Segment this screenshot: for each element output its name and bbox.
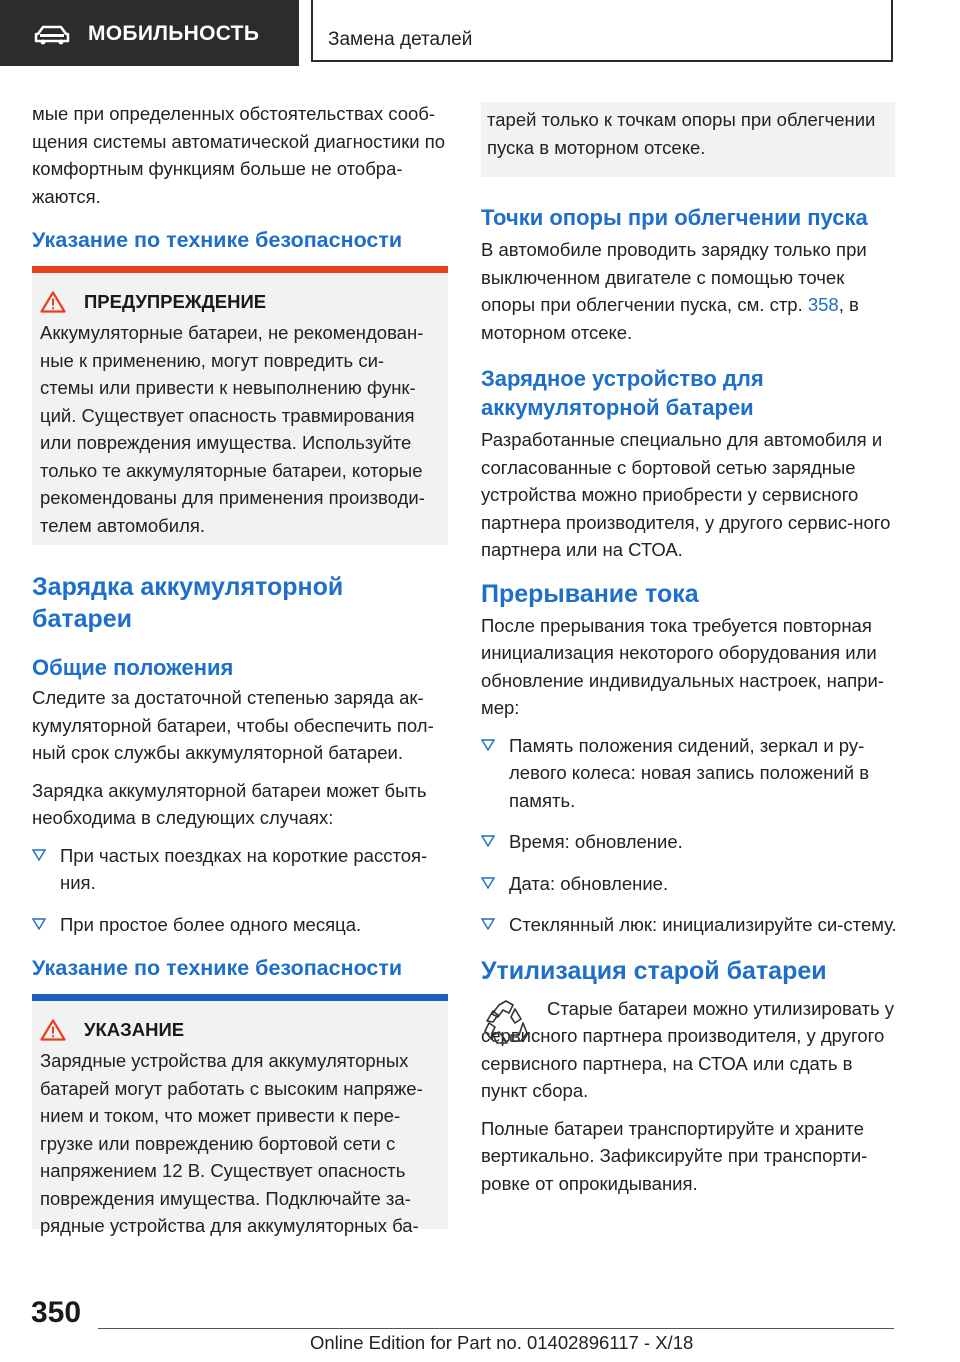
chapter-title: Замена деталей [328,29,473,50]
list-item: Время: обновление. [481,828,897,856]
right-column [481,102,897,1207]
section-title: МОБИЛЬНОСТЬ [88,22,260,45]
left-column [32,98,448,1236]
notice-box [32,1001,448,1236]
recycle-icon [481,999,531,1047]
general-heading: Общие положения [32,655,234,680]
list-item: При частых поездках на короткие расстоя-ния. [32,842,448,897]
footer-divider [98,1328,894,1329]
warning-title: ПРЕДУПРЕЖДЕНИЕ [84,291,267,312]
car-icon [34,25,70,45]
general-paragraph-2: Зарядка аккумуляторной батареи может быть необходима в следующих случаях: [32,779,427,828]
notice-bar [32,994,448,1001]
chapter-header [311,0,893,62]
jump-start-paragraph: В автомобиле проводить зарядку только при выключенном двигателе с помощью точек опоры при облегчении пуска, см. стр. 358, в моторном отсеке. [481,239,867,343]
bullet-triangle-icon [481,918,495,930]
general-paragraph-1: Следите за достаточной степенью заряда ак-кумуляторной батареи, чтобы обеспечить пол-ный срок службы аккумуляторной батареи. [32,687,434,763]
bullet-triangle-icon [32,849,46,861]
bullet-triangle-icon [481,739,495,751]
disposal-paragraph-1: Старые батареи можно утилизировать у сервисного партнера производителя, у другого сервисного партнера, на СТОА или сдать в пункт сбора. [481,997,894,1101]
warning-triangle-icon [40,291,66,313]
safety-heading-1: Указание по технике безопасности [32,228,403,252]
bullet-triangle-icon [481,835,495,847]
bullet-triangle-icon [481,877,495,889]
notice-continuation-box [481,102,895,177]
page-reference-link[interactable]: 358 [807,294,839,315]
intro-paragraph: мые при определенных обстоятельствах сооб-щения системы автоматической диагностики по комфортным функциям больше не отобра-жаются. [32,103,446,207]
edition-text: Online Edition for Part no. 01402896117 - X/18 [310,1332,694,1353]
charger-paragraph: Разработанные специально для автомобиля и согласованные с бортовой сетью зарядные устройства можно приобрести у сервисного партнера производителя, у другого сервис-ного партнера или на СТОА. [481,429,891,560]
notice-continuation-text: тарей только к точкам опоры при облегчении пуска в моторном отсеке. [487,109,876,158]
disposal-heading: Утилизация старой батареи [481,956,827,985]
safety-heading-2: Указание по технике безопасности [32,956,403,980]
interrupt-paragraph: После прерывания тока требуется повторная инициализация некоторого оборудования или обновление индивидуальных настроек, напри-мер: [481,614,884,718]
notice-text: Зарядные устройства для аккумуляторных батарей могут работать с высоким напряже-нием и током, что может привести к пере-грузке или повреждению бортовой сети с напряжением 12 В. Существует опасность повреждения имущества. Подключайте за-рядные устройства для аккумуляторных ба- [40,1050,423,1236]
list-item: Память положения сидений, зеркал и ру-левого колеса: новая запись положений в память. [481,732,897,815]
bullet-triangle-icon [32,918,46,930]
charging-heading: Зарядка аккумуляторной батареи [32,573,344,633]
charger-heading: Зарядное устройство для аккумуляторной батареи [481,366,764,420]
disposal-paragraph-2: Полные батареи транспортируйте и храните вертикально. Зафиксируйте при транспорти-ровке от опрокидывания. [481,1117,868,1194]
warning-box [32,273,448,545]
notice-title: УКАЗАНИЕ [84,1019,185,1040]
header-section-tab[interactable] [0,0,299,66]
interrupt-list [481,732,897,939]
page-number: 350 [31,1296,82,1329]
warning-triangle-icon [40,1019,66,1041]
list-item: Дата: обновление. [481,870,897,898]
jump-start-heading: Точки опоры при облегчении пуска [481,205,868,230]
interrupt-heading: Прерывание тока [481,579,699,608]
cases-list [32,842,448,939]
disposal-block [481,995,897,1105]
list-item: При простое более одного месяца. [32,911,448,939]
list-item: Стеклянный люк: инициализируйте си-стему. [481,911,897,939]
warning-bar [32,266,448,273]
warning-text: Аккумуляторные батареи, не рекомендован-ные к применению, могут повредить си-стемы или привести к невыполнению функ-ций. Существует опасность травмирования или повреждения имущества. Используйте только те аккумуляторные батареи, которые рекомендованы для применения производи-телем автомобиля. [40,322,425,536]
